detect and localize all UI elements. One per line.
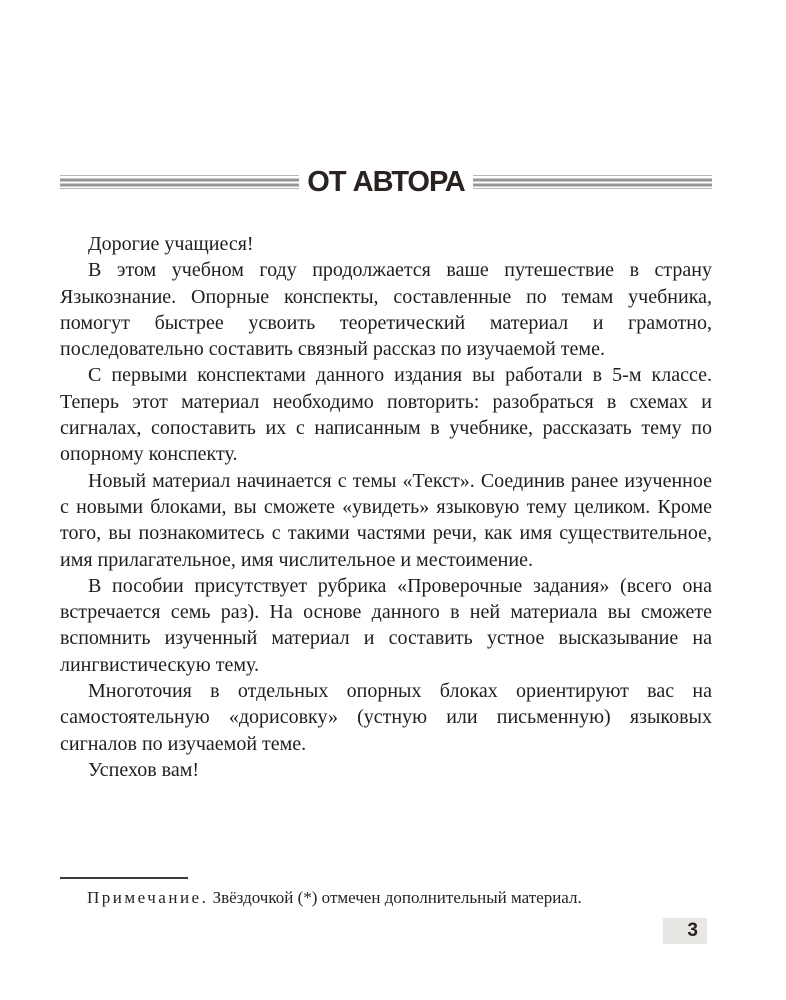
paragraph-new-material: Новый материал начинается с темы «Текст». Соединив ранее изученное с новыми блоками, вы сможете «увидеть» языковую тему целиком. Кроме того, вы познакомитесь с такими частями речи, как имя существительное, имя прилагательное, имя числительное и местоимение. bbox=[60, 469, 712, 571]
footnote-text bbox=[60, 887, 712, 909]
chapter-heading bbox=[60, 167, 712, 197]
body-text bbox=[60, 231, 712, 783]
chapter-title: ОТ АВТОРА bbox=[307, 166, 465, 198]
page-number: 3 bbox=[663, 918, 707, 944]
footnote-body: Звёздочкой (*) отмечен дополнительный материал. bbox=[208, 888, 582, 907]
paragraph-first-notes: С первыми конспектами данного издания вы работали в 5-м классе. Теперь этот материал необходимо повторить: разобраться в схемах и сигналах, сопоставить их с написанным в учебнике, рассказать тему по опорному конспекту. bbox=[60, 364, 712, 466]
heading-rule-right bbox=[473, 175, 712, 189]
paragraph-ellipses: Многоточия в отдельных опорных блоках ориентируют вас на самостоятельную «дорисовку» (устную или письменную) языковых сигналов по изучаемой теме. bbox=[60, 680, 712, 755]
footnote-rule bbox=[60, 877, 188, 879]
footnote bbox=[60, 877, 712, 909]
footnote-label: Примечание. bbox=[87, 888, 209, 907]
paragraph-wishes: Успехов вам! bbox=[88, 758, 200, 781]
paragraph-intro: В этом учебном году продолжается ваше путешествие в страну Языкознание. Опорные конспекты, составленные по темам учебника, помогут быстрее усвоить теоретический материал и грамотно, последовательно составить связный рассказ по изучаемой теме. bbox=[60, 259, 712, 361]
paragraph-greeting: Дорогие учащиеся! bbox=[88, 233, 254, 255]
paragraph-rubric: В пособии присутствует рубрика «Проверочные задания» (всего она встречается семь раз). На основе данного в ней материала вы сможете вспомнить изученный материал и составить устное высказывание на лингвистическую тему. bbox=[60, 574, 712, 676]
heading-rule-left bbox=[60, 175, 299, 189]
